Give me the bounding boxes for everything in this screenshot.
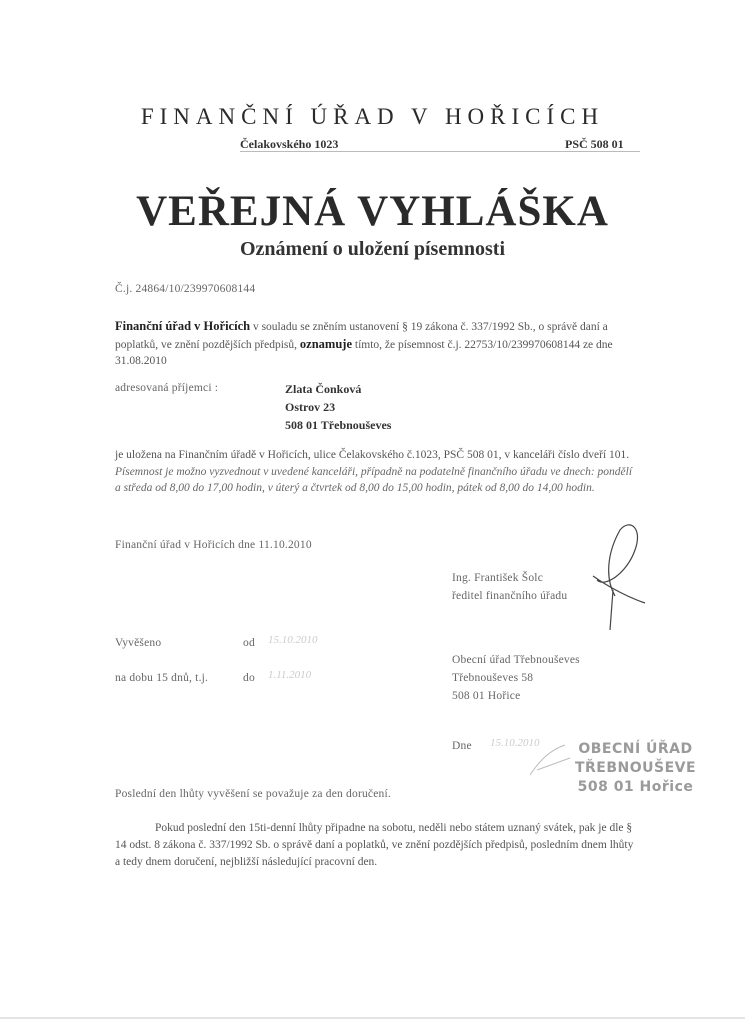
posted-from-value: 15.10.2010: [268, 634, 318, 646]
posted-from-label: od: [243, 637, 255, 649]
body-announce: oznamuje: [299, 336, 352, 351]
body-paragraph: [115, 318, 635, 370]
recipient-street: Ostrov 23: [285, 400, 336, 414]
recipient-city: 508 01 Třebnouševes: [285, 418, 392, 432]
office-title: FINANČNÍ ÚŘAD V HOŘICÍCH: [140, 104, 605, 129]
document-title: VEŘEJNÁ VYHLÁŠKA: [136, 188, 609, 235]
body-text-1: v souladu se zněním ustanovení § 19 zákona č. 337/1992 Sb., o správě daní a poplatků, ve znění pozdějších předpisů,: [115, 321, 608, 351]
municipal-office-city: 508 01 Hořice: [452, 690, 521, 702]
storage-text: je uložena na Finančním úřadě v Hořicích, ulice Čelakovského č.1023, PSČ 508 01, v kanceláři číslo dveří 101.: [115, 449, 630, 461]
body-text-2: tímto, že písemnost č.j. 22753/10/239970608144 ze dne 31.08.2010: [115, 338, 613, 367]
recipient-name: Zlata Čonková: [285, 382, 362, 396]
issue-date: Finanční úřad v Hořicích dne 11.10.2010: [115, 539, 312, 551]
document-subtitle: Oznámení o uložení písemnosti: [239, 238, 505, 260]
header-divider: [240, 151, 640, 152]
body-office-name: Finanční úřad v Hořicích: [115, 319, 251, 333]
municipal-office-street: Třebnouševes 58: [452, 672, 534, 684]
office-stamp: [548, 740, 723, 797]
recipient-label: adresovaná příjemci :: [115, 382, 219, 394]
date-label: Dne: [452, 740, 472, 752]
signer-name: Ing. František Šolc: [452, 572, 543, 584]
bottom-divider: [0, 1017, 745, 1019]
period-label: na dobu 15 dnů, t.j.: [115, 672, 209, 684]
period-to-value: 1.11.2010: [268, 669, 312, 681]
storage-paragraph: [115, 447, 635, 497]
posted-label: Vyvěšeno: [115, 637, 162, 649]
reference-number: Č.j. 24864/10/239970608144: [115, 283, 256, 295]
municipal-office-name: Obecní úřad Třebnouševes: [452, 654, 580, 666]
date-value: 15.10.2010: [490, 737, 540, 749]
office-street: Čelakovského 1023: [240, 137, 339, 151]
final-paragraph: Pokud poslední den 15ti-denní lhůty připadne na sobotu, neděli nebo státem uznaný svátek, pak je dle § 14 odst. 8 zákona č. 337/1992 Sb. o správě daní a poplatků, ve znění pozdějších předpisů, posledním dnem lhůty a tedy dnem doručení, nejbližší následující pracovní den.: [115, 822, 634, 868]
period-to-label: do: [243, 672, 255, 684]
stamp-line-2: TŘEBNOUŠEVE: [574, 760, 697, 776]
signer-role: ředitel finančního úřadu: [452, 590, 568, 602]
signature-graphic: [575, 518, 665, 638]
stamp-line-3: 508 01 Hořice: [577, 779, 694, 795]
stamp-line-1: OBECNÍ ÚŘAD: [578, 741, 693, 757]
last-day-note: Poslední den lhůty vyvěšení se považuje za den doručení.: [115, 788, 391, 800]
office-hours: Písemnost je možno vyzvednout v uvedené kanceláři, případně na podatelně finančního úřadu ve dnech: pondělí a středa od 8,00 do 17,00 hodin, v úterý a čtvrtek od 8,00 do 15,00 hodin, pátek od 8,00 do 14,00 hodin.: [115, 465, 633, 494]
office-psc: PSČ 508 01: [565, 137, 624, 151]
